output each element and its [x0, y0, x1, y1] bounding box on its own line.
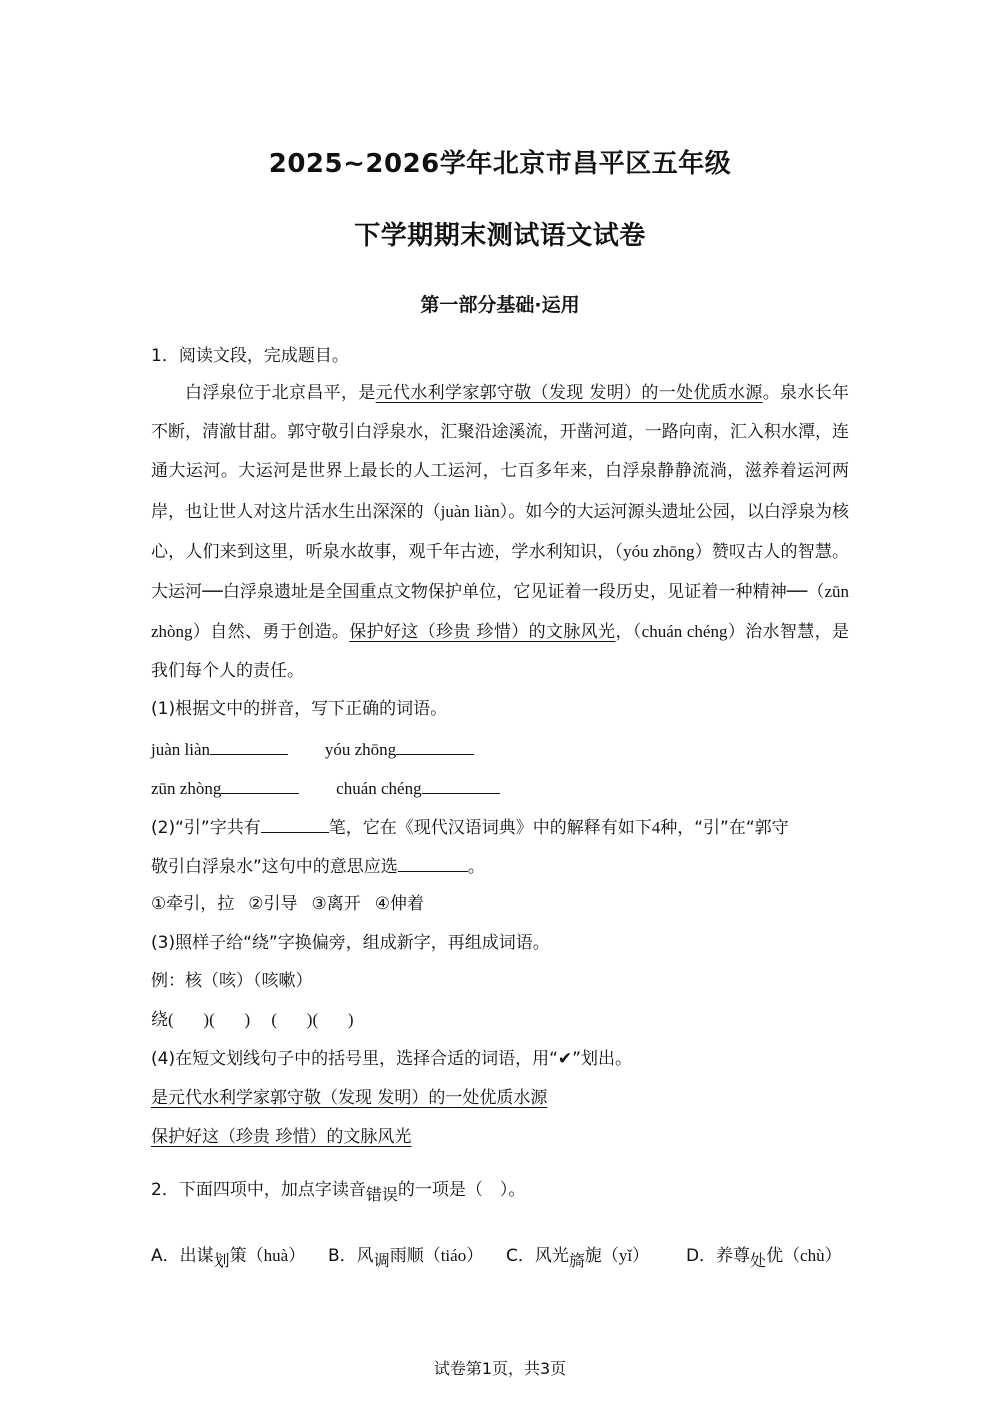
sub-question-2-text: (2)“引”字共有	[151, 818, 261, 838]
answer-blank[interactable]	[422, 775, 500, 794]
option-c[interactable]: C．风光旖旎（yǐ）	[506, 1246, 650, 1270]
underlined-sentence-2: 保护好这（珍贵 珍惜）的文脉风光	[349, 622, 616, 643]
sub-question-2-line2	[151, 853, 485, 879]
page-footer: 试卷第1页，共3页	[433, 1359, 567, 1378]
pinyin-answer-row-1	[151, 736, 474, 762]
pinyin-answer-row-2	[151, 775, 500, 801]
reading-passage	[151, 374, 849, 692]
target-character: 绕	[151, 1010, 168, 1030]
choice-sentence-1[interactable]: 是元代水利学家郭守敬（发现 发明）的一处优质水源	[151, 1088, 548, 1108]
sub-question-2-line1	[151, 814, 789, 840]
definition-option: ③离开	[311, 894, 361, 914]
definition-count: 4	[651, 818, 661, 837]
passage-text: ）治水智慧，是我们每个人的责任。	[151, 622, 850, 682]
exam-title-line2: 下学期期末测试语文试卷	[354, 221, 646, 251]
sub-question-3-example: 例：核（咳）（咳嗽）	[151, 971, 313, 991]
passage-text: ）自然、勇于创造。	[192, 622, 350, 643]
definition-option: ②引导	[248, 894, 298, 914]
pinyin-label: chuán chéng	[336, 779, 422, 798]
sub-question-3-prompt: (3)照样子给“绕”字换偏旁，组成新字，再组成词语。	[151, 933, 550, 953]
definition-options	[151, 892, 424, 916]
pinyin-juanlian: juàn liàn	[440, 501, 500, 521]
passage-text: 。泉水长年不断，清澈甘甜。郭守敬引白浮泉水，汇聚沿途溪流，开凿河道，一路向南，汇入积水潭，连通大运河。大运河是世界上最长的人工运河，七百多年来，白浮泉静静流淌，滋养着运河两岸，也让世人对这片活水生出深深的（	[151, 383, 850, 522]
question-2-text: 的一项是（ ）。	[397, 1180, 526, 1200]
answer-blank[interactable]	[210, 736, 288, 755]
emphasized-word: 错误	[365, 1185, 398, 1204]
sub-question-2-text: 敬引白浮泉水”这句中的意思应选	[151, 857, 398, 877]
passage-text: ，（	[615, 622, 642, 643]
section-heading: 第一部分基础·运用	[420, 294, 580, 316]
sub-question-2-text: 种，“引”在“郭守	[660, 818, 789, 838]
pinyin-zunzhong: zūn zhòng	[151, 582, 849, 642]
sub-question-2-text: 笔，它在《现代汉语词典》中的解释有如下	[328, 818, 652, 838]
choice-sentence-2[interactable]: 保护好这（珍贵 珍惜）的文脉风光	[151, 1127, 412, 1147]
meaning-choice-blank[interactable]	[398, 853, 468, 872]
pinyin-youzhong: yóu zhōng	[623, 541, 695, 561]
sub-question-4-prompt: (4)在短文划线句子中的括号里，选择合适的词语，用“✔”划出。	[151, 1049, 632, 1069]
answer-blank[interactable]	[221, 775, 299, 794]
pinyin-chuancheng: chuán chéng	[641, 622, 728, 642]
question-2-stem	[151, 1178, 525, 1202]
pinyin-label: zūn zhòng	[151, 779, 222, 798]
answer-parentheses[interactable]: ( )( ) ( )( )	[168, 1010, 354, 1029]
exam-title-line1: 2025~2026学年北京市昌平区五年级	[268, 149, 732, 179]
definition-option: ④伸着	[374, 894, 424, 914]
option-b[interactable]: B．风调雨顺（tiáo）	[328, 1246, 484, 1270]
passage-text: ）赞叹古人的智慧。大运河──白浮泉遗址是全国重点文物保护单位，它见证着一段历史，见证着一种精神──（	[151, 541, 850, 603]
definition-option: ①牵引，拉	[151, 894, 235, 914]
answer-blank[interactable]	[396, 736, 474, 755]
sub-question-1-prompt: (1)根据文中的拼音，写下正确的词语。	[151, 699, 448, 719]
underlined-sentence-1: 元代水利学家郭守敬（发现 发明）的一处优质水源	[375, 383, 763, 403]
pinyin-label: juàn liàn	[151, 740, 211, 759]
passage-text: 白浮泉位于北京昌平，是	[185, 383, 376, 403]
option-a[interactable]: A．出谋划策（huà）	[151, 1246, 306, 1270]
radical-answer-row	[151, 1008, 354, 1032]
sub-question-2-text: 。	[467, 857, 485, 877]
question-2-options	[151, 1244, 842, 1268]
pinyin-label: yóu zhōng	[324, 740, 397, 759]
question-2-text: 2．下面四项中，加点字读音	[151, 1180, 366, 1200]
stroke-count-blank[interactable]	[261, 814, 329, 833]
option-d[interactable]: D．养尊处优（chù）	[685, 1246, 842, 1270]
question-1-stem: 1．阅读文段，完成题目。	[151, 346, 349, 366]
passage-text: ）。如今的大运河源头遗址公园，以白浮泉为核心，人们来到这里，听泉水故事，观千年古迹，学水利知识，（	[151, 501, 850, 562]
